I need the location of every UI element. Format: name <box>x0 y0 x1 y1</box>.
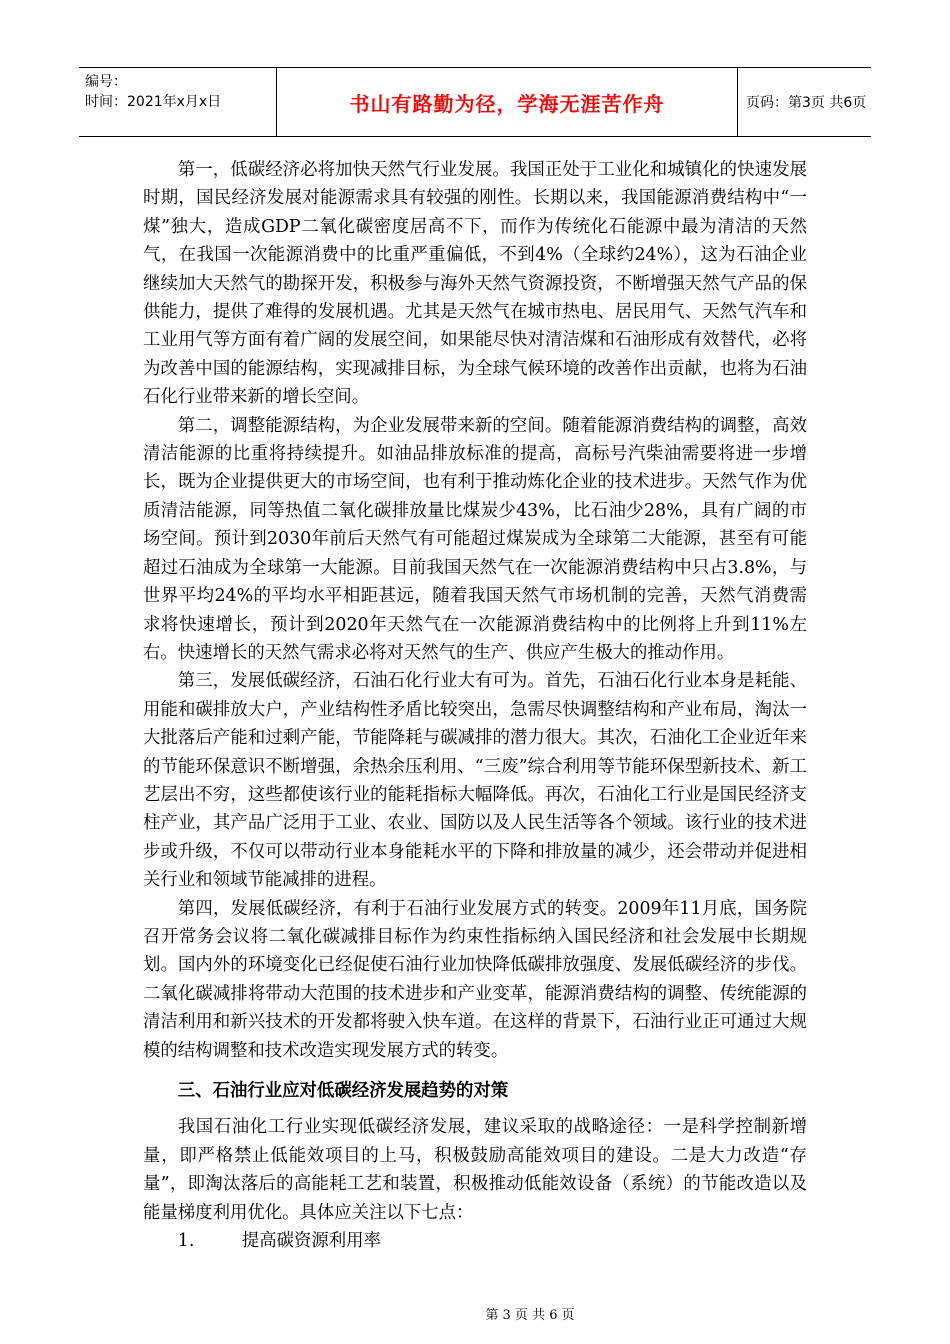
paragraph-2: 第二，调整能源结构，为企业发展带来新的空间。随着能源消费结构的调整，高效清洁能源的比重将持续提升。如油品排放标准的提高，高标号汽柴油需要将进一步增长，既为企业提供更大的市场空间，也有利于推动炼化企业的技术进步。天然气作为优质清洁能源，同等热值二氧化碳排放量比煤炭少43%，比石油少28%，具有广阔的市场空间。预计到2030年前后天然气有可能超过煤炭成为全球第二大能源，甚至有可能超过石油成为全球第一大能源。目前我国天然气在一次能源消费结构中只占3.8%，与世界平均24%的平均水平相距甚远，随着我国天然气市场机制的完善，天然气消费需求将快速增长，预计到2020年天然气在一次能源消费结构中的比例将上升到11%左右。快速增长的天然气需求必将对天然气的生产、供应产生极大的推动作用。 <box>143 415 807 663</box>
footer-page-number: 第 3 页 共 6 页 <box>485 1308 575 1323</box>
list-item-text: 提高碳资源利用率 <box>241 1231 381 1252</box>
section-heading: 三、石油行业应对低碳经济发展趋势的对策 <box>177 1081 509 1101</box>
section-paragraph: 我国石油化工行业实现低碳经济发展，建议采取的战略途径：一是科学控制新增量，即严格禁止低能效项目的上马，积极鼓励高能效项目的建设。二是大力改造“存量”，即淘汰落后的高能耗工艺和装置，积极推动低能效设备（系统）的节能改造以及能量梯度利用优化。具体应关注以下七点： <box>143 1117 807 1223</box>
header-meta <box>79 68 277 136</box>
page-header <box>79 67 871 137</box>
list-item <box>143 1227 807 1255</box>
paragraph-1: 第一，低碳经济必将加快天然气行业发展。我国正处于工业化和城镇化的快速发展时期，国民经济发展对能源需求具有较强的刚性。长期以来，我国能源消费结构中“一煤”独大，造成GDP二氧化碳密度居高不下，而作为传统化石能源中最为清洁的天然气，在我国一次能源消费中的比重严重偏低，不到4%（全球约24%），这为石油企业继续加大天然气的勘探开发，积极参与海外天然气资源投资，不断增强天然气产品的保供能力，提供了难得的发展机遇。尤其是天然气在城市热电、居民用气、天然气汽车和工业用气等方面有着广阔的发展空间，如果能尽快对清洁煤和石油形成有效替代，必将为改善中国的能源结构，实现减排目标，为全球气候环境的改善作出贡献，也将为石油石化行业带来新的增长空间。 <box>143 160 807 408</box>
header-motto-cell <box>277 68 738 136</box>
page-footer <box>0 1304 950 1323</box>
doc-date-label: 时间：2021年x月x日 <box>85 94 222 110</box>
document-body <box>143 156 807 1255</box>
header-motto: 书山有路勤为径，学海无涯苦作舟 <box>349 91 665 116</box>
list-item-number: 1. <box>177 1231 195 1252</box>
paragraph-4: 第四，发展低碳经济，有利于石油行业发展方式的转变。2009年11月底，国务院召开常务会议将二氧化碳减排目标作为约束性指标纳入国民经济和社会发展中长期规划。国内外的环境变化已经促使石油行业加快降低碳排放强度、发展低碳经济的步伐。二氧化碳减排将带动大范围的技术进步和产业变革，能源消费结构的调整、传统能源的清洁利用和新兴技术的开发都将驶入快车道。在这样的背景下，石油行业正可通过大规模的结构调整和技术改造实现发展方式的转变。 <box>143 898 807 1061</box>
paragraph-3: 第三，发展低碳经济，石油石化行业大有可为。首先，石油石化行业本身是耗能、用能和碳排放大户，产业结构性矛盾比较突出，急需尽快调整结构和产业布局，淘汰一大批落后产能和过剩产能，节能降耗与碳减排的潜力很大。其次，石油化工企业近年来的节能环保意识不断增强，余热余压利用、“三废”综合利用等节能环保型新技术、新工艺层出不穷，这些都使该行业的能耗指标大幅降低。再次，石油化工行业是国民经济支柱产业，其产品广泛用于工业、农业、国防以及人民生活等各个领域。该行业的技术进步或升级，不仅可以带动行业本身能耗水平的下降和排放量的减少，还会带动并促进相关行业和领域节能减排的进程。 <box>143 671 807 891</box>
header-page-label: 页码：第3页 共6页 <box>746 95 867 111</box>
doc-code-label: 编号： <box>85 74 127 90</box>
